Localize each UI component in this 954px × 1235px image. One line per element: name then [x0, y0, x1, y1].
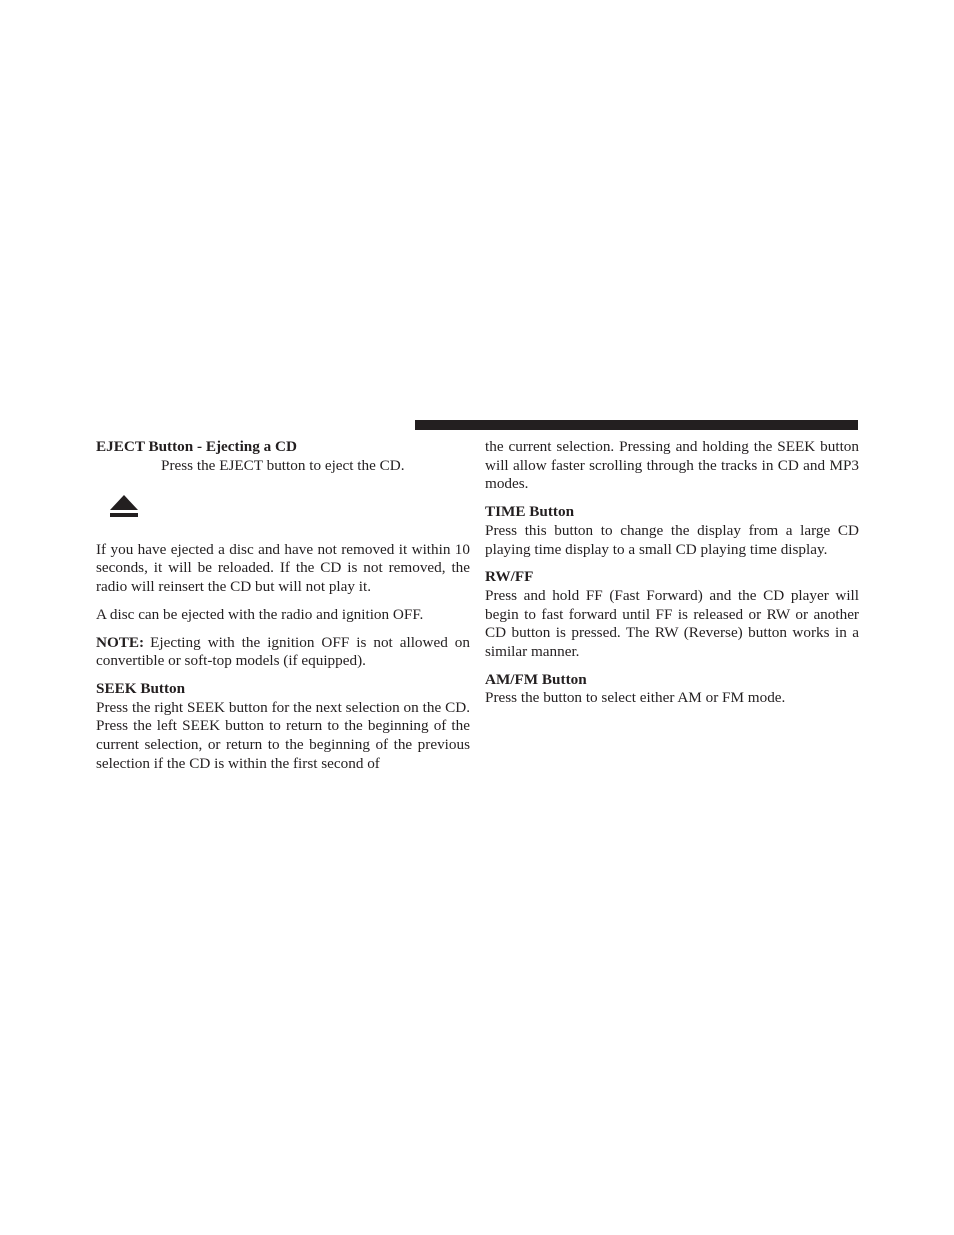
note-paragraph	[96, 634, 470, 671]
left-column	[96, 438, 470, 782]
time-heading: TIME Button	[485, 503, 575, 521]
eject-reload-paragraph: If you have ejected a disc and have not removed it within 10 seconds, it will be reloaded. If the CD is not removed, the radio will reinsert the CD but will not play it.	[96, 540, 470, 596]
eject-heading: EJECT Button - Ejecting a CD	[96, 438, 297, 455]
right-column	[485, 438, 859, 717]
rwff-paragraph: Press and hold FF (Fast Forward) and the CD player will begin to fast forward until FF is released or RW or another CD button is pressed. The RW (Reverse) button works in a similar manner.	[485, 586, 859, 661]
amfm-paragraph: Press the button to select either AM or FM mode.	[485, 689, 786, 707]
seek-continued-paragraph: the current selection. Pressing and holding the SEEK button will allow faster scrolling through the tracks in CD and MP3 modes.	[485, 438, 859, 493]
seek-heading: SEEK Button	[96, 679, 186, 697]
eject-instruction: Press the EJECT button to eject the CD.	[161, 456, 405, 474]
rwff-heading: RW/FF	[485, 568, 534, 586]
note-text: Ejecting with the ignition OFF is not allowed on convertible or soft-top models (if equipped).	[96, 633, 470, 670]
seek-paragraph: Press the right SEEK button for the next selection on the CD. Press the left SEEK button to return to the beginning of the current selection, or return to the beginning of the previous selection if the CD is within the first second of	[96, 698, 470, 772]
eject-instruction-row	[96, 457, 470, 529]
eject-ignition-paragraph: A disc can be ejected with the radio and ignition OFF.	[96, 605, 424, 623]
amfm-heading: AM/FM Button	[485, 670, 587, 688]
section-header-bar	[415, 420, 858, 430]
eject-icon	[110, 495, 138, 519]
time-paragraph: Press this button to change the display from a large CD playing time display to a small CD playing time display.	[485, 521, 859, 558]
note-label: NOTE:	[96, 633, 145, 651]
